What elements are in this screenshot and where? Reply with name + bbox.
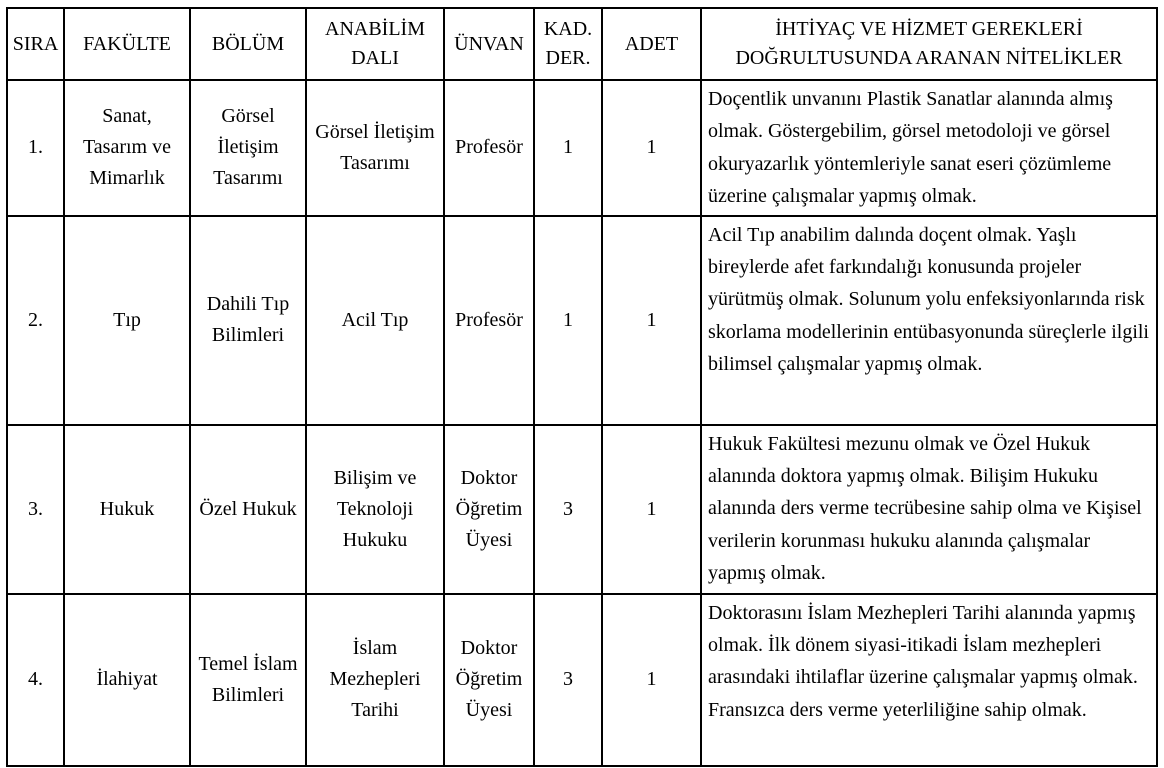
cell-nitelikler: Hukuk Fakültesi mezunu olmak ve Özel Hukuk alanında doktora yapmış olmak. Bilişim Hukuku alanında ders verme tecrübesine sahip olma ve Kişisel verilerin korunması hukuku alanında çalışmalar yapmış olmak. (701, 425, 1157, 594)
cell-fakulte: Sanat, Tasarım ve Mimarlık (64, 80, 190, 216)
table-row (7, 80, 1157, 216)
cell-sira: 3. (7, 425, 64, 594)
cell-anabilim: Bilişim ve Teknoloji Hukuku (306, 425, 444, 594)
cell-sira: 4. (7, 594, 64, 766)
table-row (7, 425, 1157, 594)
cell-adet: 1 (602, 216, 701, 425)
cell-bolum: Dahili Tıp Bilimleri (190, 216, 306, 425)
cell-nitelikler: Doktorasını İslam Mezhepleri Tarihi alanında yapmış olmak. İlk dönem siyasi-itikadi İslam mezhepleri arasındaki ihtilaflar üzerine çalışmalar yapmış olmak. Fransızca ders verme yeterliliğine sahip olmak. (701, 594, 1157, 766)
cell-fakulte: İlahiyat (64, 594, 190, 766)
table-row (7, 594, 1157, 766)
cell-bolum: Temel İslam Bilimleri (190, 594, 306, 766)
table-header (7, 8, 1157, 80)
cell-anabilim: Acil Tıp (306, 216, 444, 425)
column-header-sira: SIRA (7, 8, 64, 80)
cell-sira: 1. (7, 80, 64, 216)
cell-adet: 1 (602, 425, 701, 594)
cell-unvan: Doktor Öğretim Üyesi (444, 425, 534, 594)
cell-unvan: Profesör (444, 80, 534, 216)
cell-unvan: Doktor Öğretim Üyesi (444, 594, 534, 766)
table-header-row (7, 8, 1157, 80)
column-header-anabilim: ANABİLİM DALI (306, 8, 444, 80)
column-header-kad_der: KAD. DER. (534, 8, 602, 80)
cell-fakulte: Tıp (64, 216, 190, 425)
column-header-fakulte: FAKÜLTE (64, 8, 190, 80)
cell-kad_der: 1 (534, 216, 602, 425)
table-row (7, 216, 1157, 425)
cell-kad_der: 1 (534, 80, 602, 216)
cell-kad_der: 3 (534, 425, 602, 594)
academic-positions-table (6, 7, 1158, 767)
cell-fakulte: Hukuk (64, 425, 190, 594)
cell-unvan: Profesör (444, 216, 534, 425)
cell-kad_der: 3 (534, 594, 602, 766)
column-header-nitelikler: İHTİYAÇ VE HİZMET GEREKLERİ DOĞRULTUSUNDA ARANAN NİTELİKLER (701, 8, 1157, 80)
cell-sira: 2. (7, 216, 64, 425)
cell-nitelikler: Acil Tıp anabilim dalında doçent olmak. Yaşlı bireylerde afet farkındalığı konusunda projeler yürütmüş olmak. Solunum yolu enfeksiyonlarında risk skorlama modellerinin entübasyonunda süreçlerle ilgili bilimsel çalışmalar yapmış olmak. (701, 216, 1157, 425)
cell-adet: 1 (602, 80, 701, 216)
column-header-adet: ADET (602, 8, 701, 80)
cell-anabilim: İslam Mezhepleri Tarihi (306, 594, 444, 766)
column-header-unvan: ÜNVAN (444, 8, 534, 80)
cell-nitelikler: Doçentlik unvanını Plastik Sanatlar alanında almış olmak. Göstergebilim, görsel metodoloji ve görsel okuryazarlık yöntemleriyle sanat eseri çözümleme üzerine çalışmalar yapmış olmak. (701, 80, 1157, 216)
cell-adet: 1 (602, 594, 701, 766)
cell-bolum: Özel Hukuk (190, 425, 306, 594)
column-header-bolum: BÖLÜM (190, 8, 306, 80)
cell-anabilim: Görsel İletişim Tasarımı (306, 80, 444, 216)
table-body (7, 80, 1157, 766)
cell-bolum: Görsel İletişim Tasarımı (190, 80, 306, 216)
